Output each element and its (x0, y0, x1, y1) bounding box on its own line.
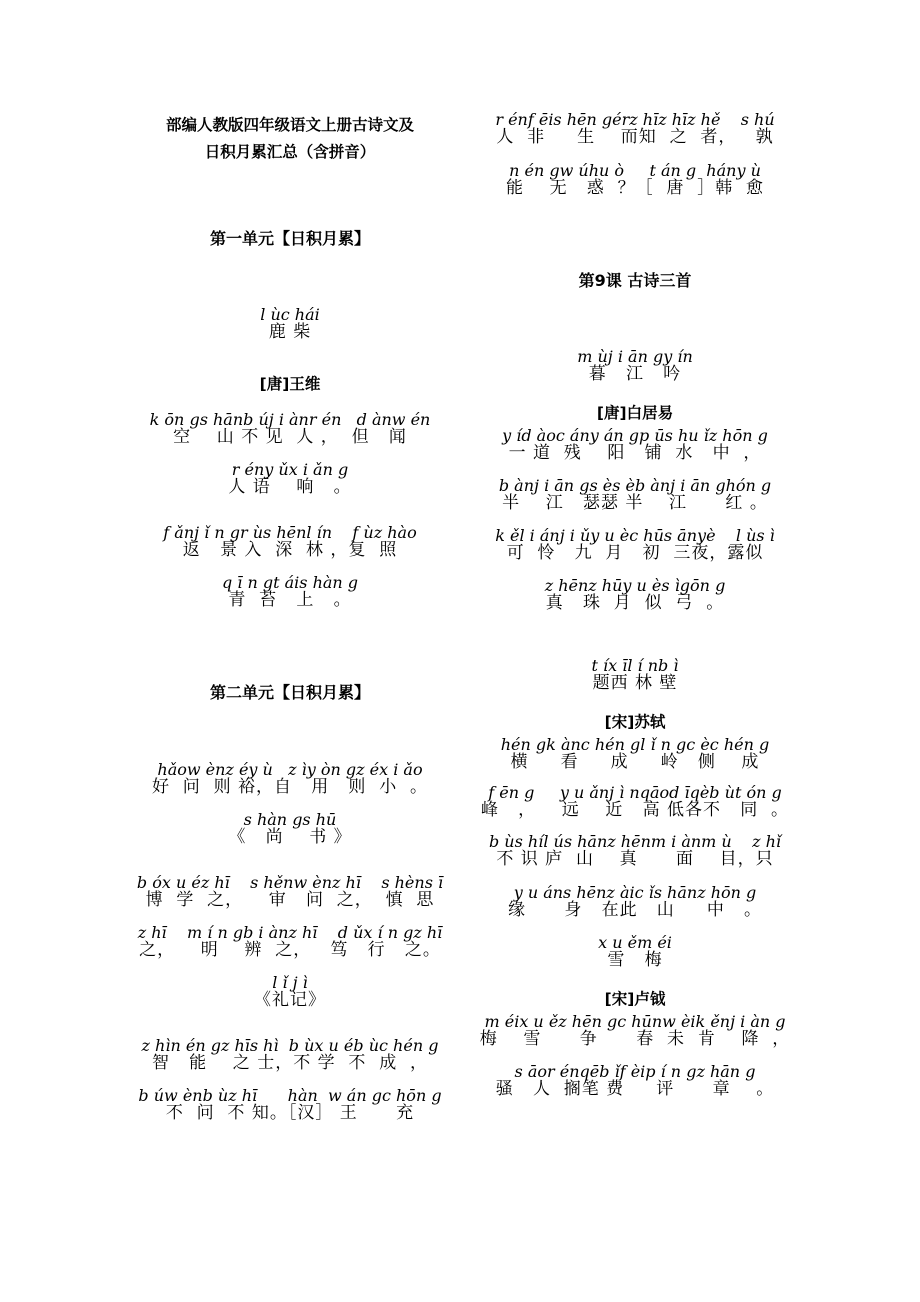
poem-line (470, 527, 800, 562)
pinyin: t íx īl í nb ì (591, 656, 679, 675)
source-line (120, 974, 460, 1009)
poem-line (470, 736, 800, 771)
poem-line (470, 477, 800, 512)
poem-line (470, 1063, 800, 1098)
hanzi: 可 怜 九 月 初 三夜，露似 (506, 543, 764, 563)
poem-line (470, 1013, 800, 1048)
poem-line (470, 833, 800, 868)
pinyin: b úw ènb ùz hī hàn w án gc hōn g (138, 1086, 442, 1105)
hanzi: 雪 梅 (607, 950, 663, 970)
pinyin: z hēnz hūy u ès ìgōn g (544, 576, 726, 595)
pinyin: s āor énqēb ǐf èip í n gz hān g (514, 1062, 756, 1081)
pinyin: l ǐ j ì (272, 973, 308, 992)
saying-line (470, 111, 800, 146)
lesson9-heading: 第9课 古诗三首 (578, 271, 692, 290)
poem-author: [唐]王维 (259, 375, 321, 393)
hanzi: 峰 ， 远 近 高 低各不 同 。 (480, 800, 790, 820)
saying-line (120, 1087, 460, 1122)
pinyin: k ěl i ánj i ǔy u èc hūs ānyè l ùs ì (495, 526, 775, 545)
poem-author: [宋]卢钺 (604, 990, 666, 1008)
pinyin: x u ěm éi (598, 933, 672, 952)
pinyin: n én gw úhu ò t án g hány ù (509, 161, 761, 180)
saying-line (120, 1037, 460, 1072)
hanzi: 智 能 之 士，不 学 不 成 ， (151, 1053, 429, 1073)
saying-line (470, 162, 800, 197)
hanzi: 人 非 生 而知 之 者， 孰 (496, 127, 774, 147)
poem-line (470, 884, 800, 919)
pinyin: k ōn gs hānb új i ànr én d ànw én (149, 410, 431, 429)
poem-author: [宋]苏轼 (604, 713, 666, 731)
poem-line (470, 784, 800, 819)
pinyin: b ànj i ān gs ès èb ànj i ān ghón g (498, 476, 772, 495)
hanzi: 鹿 柴 (268, 322, 312, 342)
hanzi: 青 苔 上 。 (228, 590, 352, 610)
hanzi: 半 江 瑟瑟 半 江 红 。 (502, 493, 768, 513)
hanzi: 暮 江 吟 (588, 364, 682, 384)
hanzi: 题西 林 壁 (592, 673, 678, 693)
pinyin: r énf ēis hēn gérz hīz hīz hě s hú (495, 110, 775, 129)
poem-line (470, 427, 800, 462)
poem-title-mujiangyin (470, 348, 800, 383)
pinyin: f ǎnj ǐ n gr ùs hēnl ín f ùz hào (163, 523, 417, 542)
saying-line (120, 874, 460, 909)
pinyin: r ény ǔx i ǎn g (231, 460, 349, 479)
hanzi: 之， 明 辨 之， 笃 行 之。 (139, 940, 441, 960)
document-title-line-1: 部编人教版四年级语文上册古诗文及 (165, 116, 414, 134)
hanzi: 不 问 不 知。［汉］ 王 充 (165, 1103, 415, 1123)
hanzi: 一 道 残 阳 铺 水 中 ， (508, 443, 762, 463)
hanzi: 缘 身 在此 山 中 。 (507, 900, 763, 920)
poem-line (120, 574, 460, 609)
hanzi: 横 看 成 岭 侧 成 (510, 752, 760, 772)
pinyin: f ēn g y u ǎnj ì nqāod īqèb ùt ón g (488, 783, 782, 802)
pinyin: b ùs híl ús hānz hēnm i ànm ù z hǐ (488, 832, 782, 851)
pinyin: hén gk ànc hén gl ǐ n gc èc hén g (500, 735, 770, 754)
document-title (130, 112, 450, 166)
pinyin: s hàn gs hū (243, 810, 337, 829)
poem-title-luchai (120, 306, 460, 341)
poem-line (470, 577, 800, 612)
pinyin: q ī n gt áis hàn g (221, 573, 359, 592)
hanzi: 不 识 庐 山 真 面 目，只 (496, 849, 774, 869)
saying-line (120, 761, 460, 796)
poem-line (120, 411, 460, 446)
hanzi: 好 问 则 裕，自 用 则 小 。 (151, 777, 429, 797)
poem-line (120, 461, 460, 496)
unit1-heading: 第一单元【日积月累】 (209, 229, 370, 248)
hanzi: 骚 人 搁笔 费 评 章 。 (495, 1079, 775, 1099)
pinyin: b óx u éz hī s hěnw ènz hī s hèns ī (136, 873, 444, 892)
poem-title-xuemei (470, 934, 800, 969)
source-line (120, 811, 460, 846)
pinyin: m éix u ěz hēn gc hūnw èik ěnj i àn g (484, 1012, 786, 1031)
unit2-heading: 第二单元【日积月累】 (209, 683, 370, 702)
hanzi: 博 学 之， 审 问 之， 慎 思 (145, 890, 435, 910)
hanzi: 《 尚 书 》 (228, 827, 352, 847)
pinyin: z hī m í n gb i ànz hī d ǔx í n gz hī (137, 923, 443, 942)
hanzi: 《礼记》 (254, 990, 326, 1010)
pinyin: hǎow ènz éy ù z ìy òn gz éx i ǎo (157, 760, 423, 779)
pinyin: y u áns hēnz àic ǐs hānz hōn g (513, 883, 757, 902)
hanzi: 返 景 入 深 林 ，复 照 (182, 540, 398, 560)
hanzi: 空 山 不 见 人 ， 但 闻 (173, 427, 407, 447)
pinyin: m ùj i ān gy ín (577, 347, 693, 366)
hanzi: 真 珠 月 似 弓 。 (545, 593, 725, 613)
poem-line (120, 524, 460, 559)
hanzi: 能 无 惑 ？［ 唐 ］韩 愈 (505, 178, 765, 198)
document-title-line-2: 日积月累汇总（含拼音） (204, 143, 376, 161)
hanzi: 梅 雪 争 春 未 肯 降 ， (479, 1029, 791, 1049)
pinyin: z hìn én gz hīs hì b ùx u éb ùc hén g (141, 1036, 439, 1055)
poem-title-tixilinbi (470, 657, 800, 692)
pinyin: l ùc hái (260, 305, 320, 324)
hanzi: 人 语 响 。 (228, 477, 352, 497)
saying-line (120, 924, 460, 959)
pinyin: y íd àoc ány án gp ūs hu ǐz hōn g (502, 426, 768, 445)
poem-author: [唐]白居易 (596, 404, 674, 422)
